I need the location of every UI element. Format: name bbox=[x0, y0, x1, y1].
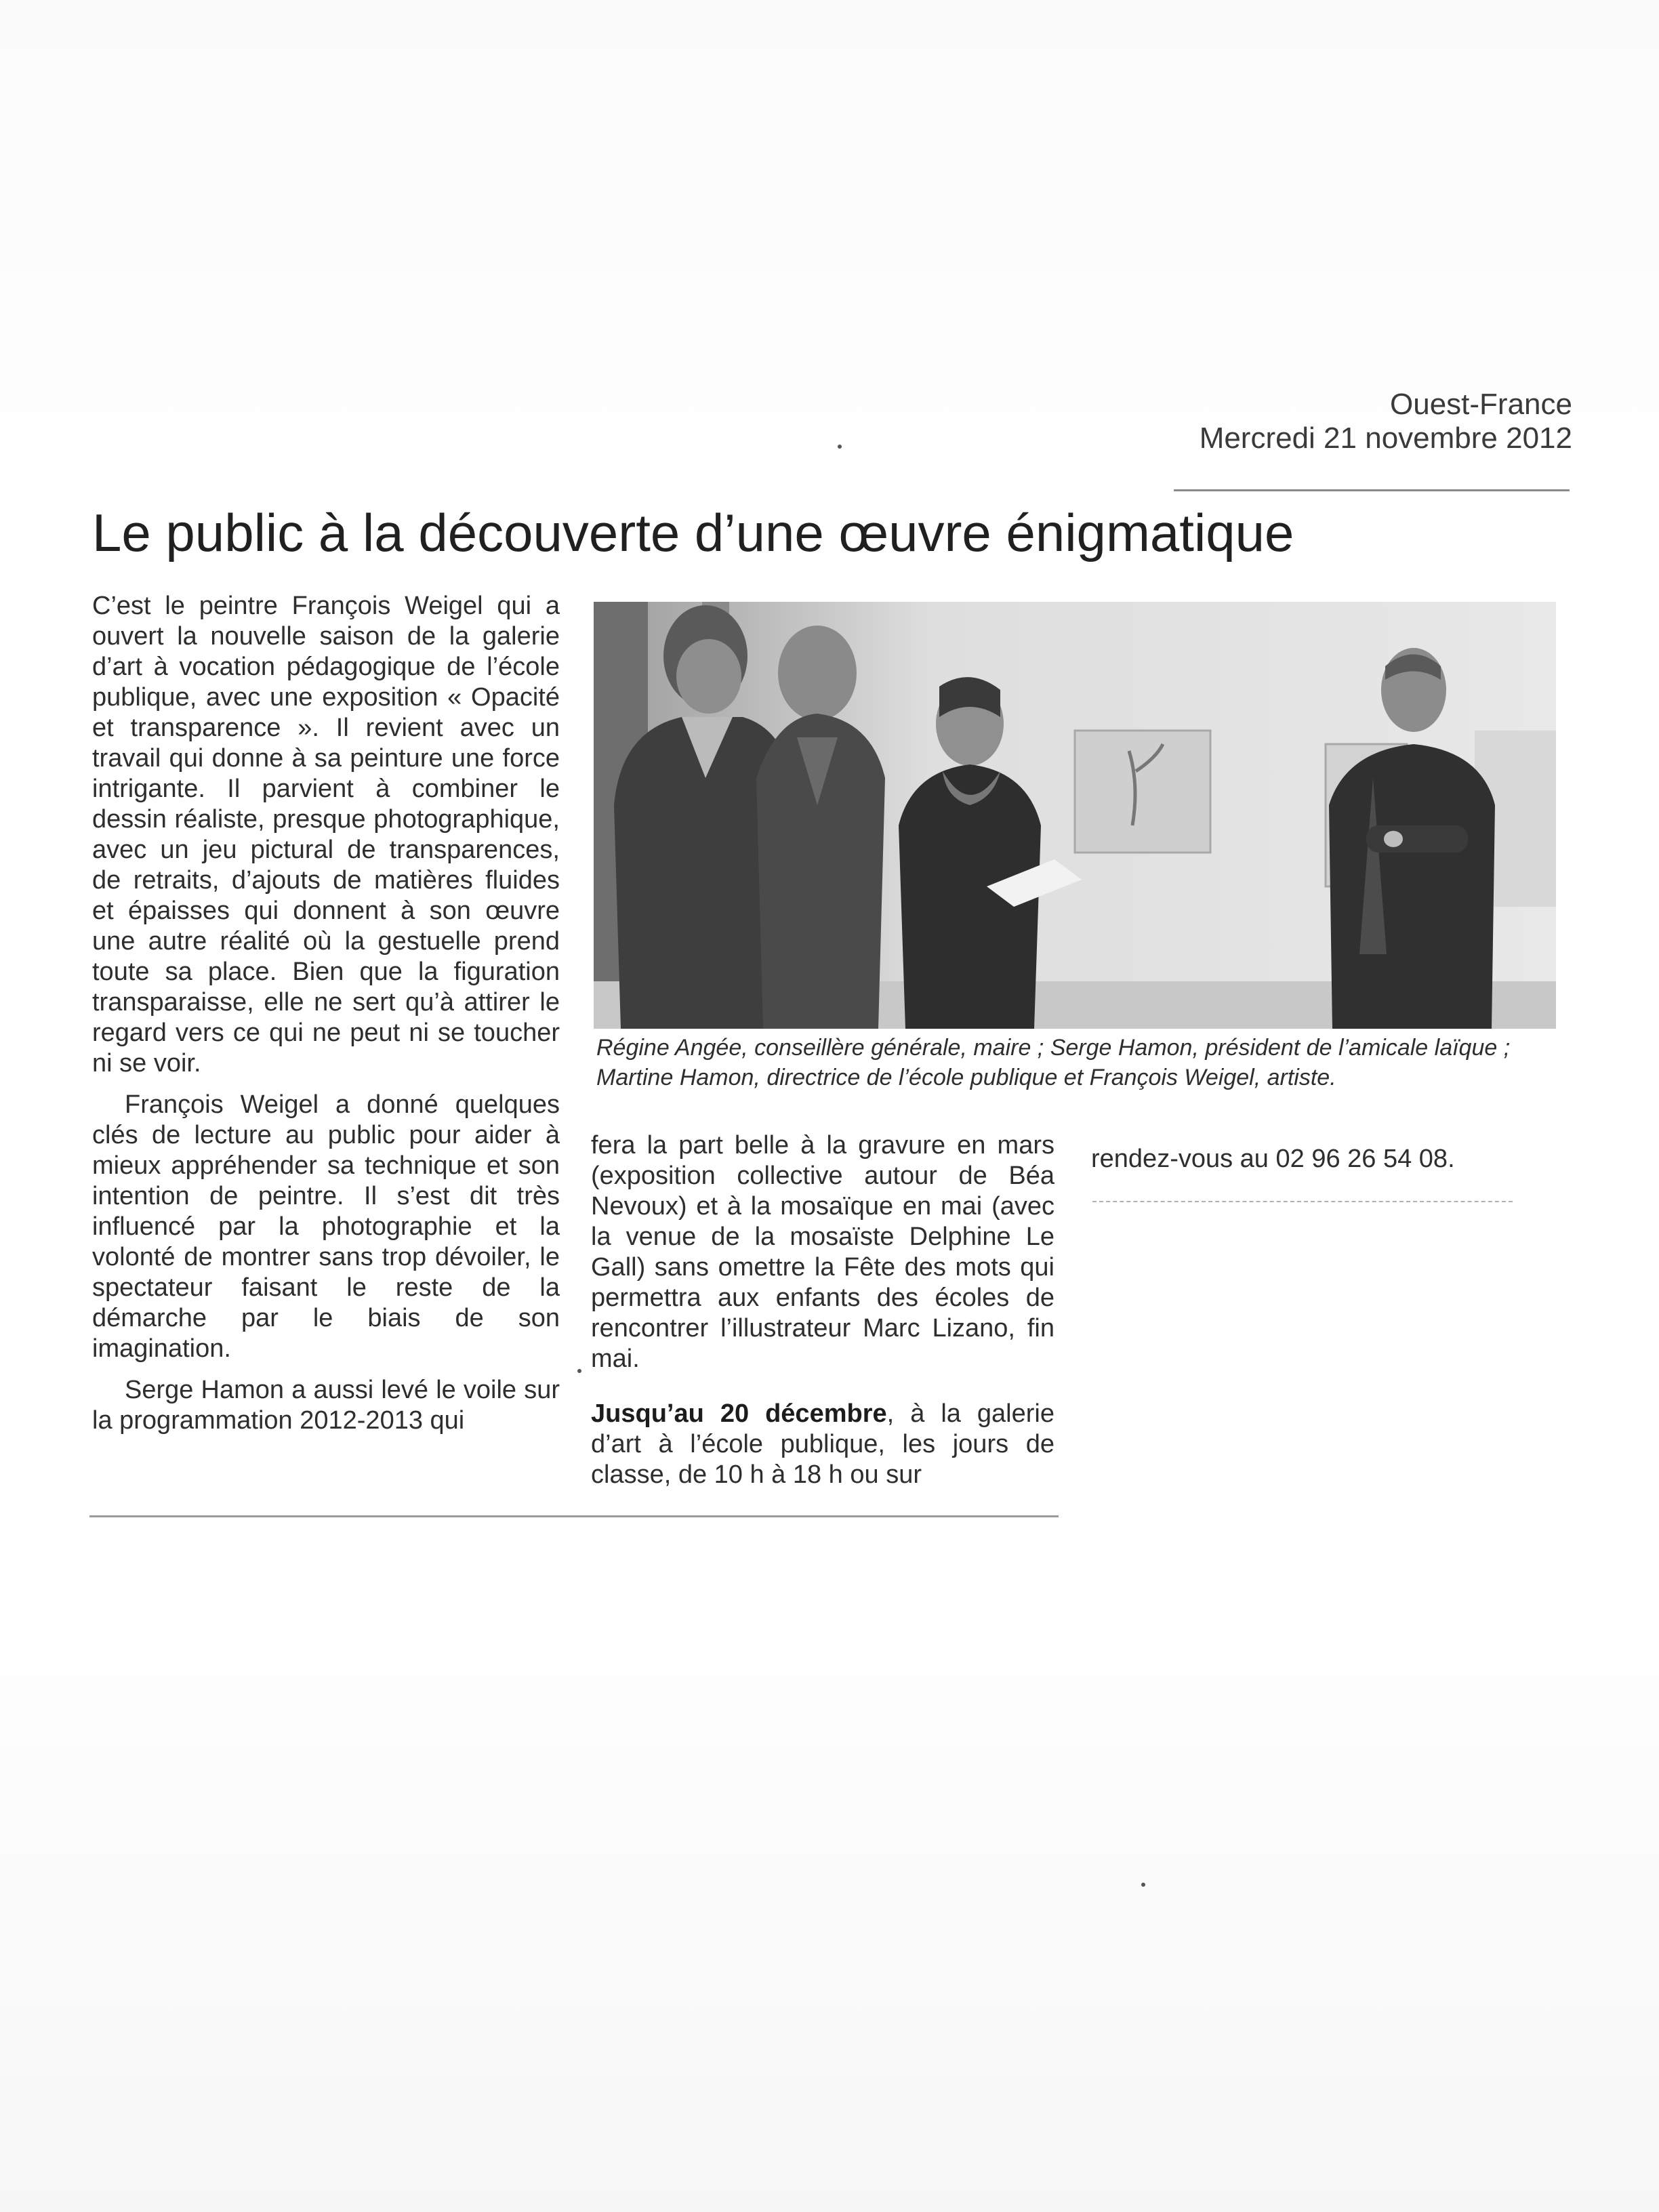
practical-info bbox=[591, 1399, 1054, 1490]
publication-date: Mercredi 21 novembre 2012 bbox=[1199, 422, 1572, 455]
paper-speck bbox=[577, 1369, 581, 1373]
phone-info: rendez-vous au 02 96 26 54 08. bbox=[1091, 1145, 1455, 1173]
article-column-3 bbox=[1091, 1144, 1511, 1174]
article-column-1 bbox=[92, 591, 560, 1436]
article-photo bbox=[594, 602, 1556, 1029]
paragraph-1: C’est le peintre François Weigel qui a ouvert la nouvelle saison de la galerie d’art à vocation pédagogique de l’école publique, avec une exposition « Opacité et transparence ». Il revient avec un travail qui donne à sa peinture une force intrigante. Il parvient à combiner le dessin réaliste, presque photographique, avec un jeu pictural de transparences, de retraits, d’ajouts de matières fluides et épaisses qui donnent à son œuvre une autre réalité où la gestuelle prend toute sa place. Bien que la figuration transparaisse, elle ne sert qu’à attirer le regard vers ce qui ne peut ni se toucher ni se voir. bbox=[92, 592, 560, 1078]
article-column-2 bbox=[591, 1130, 1054, 1490]
article-bottom-rule bbox=[89, 1515, 1059, 1517]
paragraph-2: François Weigel a donné quelques clés de lecture au public pour aider à mieux appréhender sa technique et son intention de peintre. Il s’est dit très influencé par la photographie et la volonté de montrer sans trop dévoiler, le spectateur faisant le reste de la démarche par le biais de son imagination. bbox=[92, 1090, 560, 1363]
paper-speck bbox=[838, 445, 842, 449]
masthead bbox=[1098, 388, 1572, 455]
article-headline: Le public à la découverte d’une œuvre énigmatique bbox=[92, 503, 1294, 562]
photo-illustration bbox=[594, 602, 1556, 1029]
paper-speck bbox=[1141, 1883, 1145, 1887]
newspaper-name: Ouest-France bbox=[1390, 388, 1572, 421]
column-3-rule bbox=[1092, 1201, 1513, 1202]
photo-caption: Régine Angée, conseillère générale, maire ; Serge Hamon, président de l’amicale laïque ; Martine Hamon, directrice de l’école publique et François Weigel, artiste. bbox=[596, 1035, 1511, 1090]
paragraph-3: Serge Hamon a aussi levé le voile sur la programmation 2012-2013 qui bbox=[92, 1376, 560, 1435]
paragraph-4: fera la part belle à la gravure en mars (exposition collective autour de Béa Nevoux) et à la mosaïque en mai (avec la venue de la mosaïste Delphine Le Gall) sans omettre la Fête des mots qui permettra aux enfants des écoles de rencontrer l’illustrateur Marc Lizano, fin mai. bbox=[591, 1131, 1054, 1373]
masthead-rule bbox=[1174, 489, 1570, 491]
practical-info-text: , à la galerie d’art à l’école publique, les jours de classe, de 10 h à 18 h ou sur bbox=[591, 1399, 1054, 1489]
practical-info-date: Jusqu’au 20 décembre bbox=[591, 1399, 887, 1428]
